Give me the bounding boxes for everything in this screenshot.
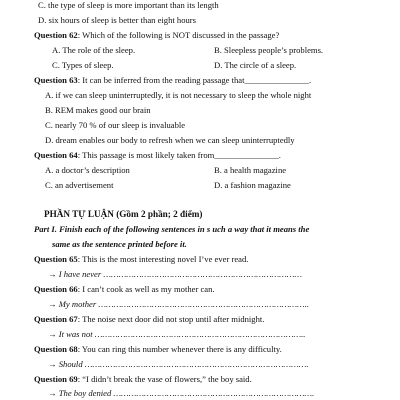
question-62	[34, 31, 279, 40]
question-label: Question 63	[34, 75, 78, 85]
q62-option-d: D. The circle of a sleep.	[214, 60, 297, 70]
q64-option-d: D. a fashion magazine	[214, 180, 291, 190]
question-63	[34, 76, 311, 85]
question-label: Question 65	[34, 254, 78, 264]
q61-option-c: C. the type of sleep is more important than its length	[38, 0, 219, 10]
question-stem: : This is the most interesting novel I’ve ever read.	[77, 254, 249, 264]
question-label: Question 69	[34, 374, 78, 384]
question-67	[34, 315, 264, 324]
q64-option-a: A. a doctor’s description	[45, 165, 130, 175]
q64-option-c: C. an advertisement	[45, 180, 114, 190]
question-64	[34, 151, 281, 160]
question-stem: : This passage is most likely taken from_______________.	[77, 150, 281, 160]
q61-option-d: D. six hours of sleep is better than eight hours	[38, 15, 197, 25]
q64-option-b: B. a health magazine	[214, 165, 287, 175]
question-label: Question 62	[34, 30, 78, 40]
q62-option-b: B. Sleepless people’s problems.	[214, 45, 324, 55]
q63-option-d: D. dream enables our body to refresh when we can sleep uninterruptedly	[45, 135, 295, 145]
question-66	[34, 285, 215, 294]
question-stem: : It can be inferred from the reading passage that_______________.	[77, 75, 312, 85]
question-label: Question 67	[34, 314, 78, 324]
question-65	[34, 255, 248, 264]
question-label: Question 64	[34, 150, 78, 160]
q62-option-a: A. The role of the sleep.	[52, 45, 136, 55]
question-stem: : Which of the following is NOT discussed in the passage?	[77, 30, 280, 40]
section-title: PHẦN TỰ LUẬN (Gồm 2 phần; 2 điểm)	[44, 209, 203, 219]
q67-answer-line: → It was not ………………………………………………………………………..	[48, 329, 306, 339]
question-69	[34, 375, 252, 384]
q63-option-a: A. if we can sleep uninterruptedly, it is not necessary to sleep the whole night	[45, 90, 312, 100]
q68-answer-line: → Should …………………………………………………………………………….	[48, 359, 309, 369]
question-stem: : The noise next door did not stop until after midnight.	[77, 314, 265, 324]
question-stem: : You can ring this number whenever there is any difficulty.	[77, 344, 282, 354]
q66-answer-line: → My mother ………………………………………………………………………..	[48, 299, 309, 309]
q63-option-b: B. REM makes good our brain	[45, 105, 151, 115]
question-stem: : “I didn’t break the vase of flowers,” the boy said.	[77, 374, 252, 384]
question-stem: : I can’t cook as well as my mother can.	[77, 284, 215, 294]
question-label: Question 68	[34, 344, 78, 354]
question-68	[34, 345, 282, 354]
q65-answer-line: → I have never ……………………………………………………………………	[48, 269, 303, 279]
q62-option-c: C. Types of sleep.	[52, 60, 114, 70]
question-label: Question 66	[34, 284, 78, 294]
part-1-instruction-line-2: same as the sentence printed before it.	[52, 239, 187, 249]
q69-answer-line: → The boy denied …………………………………………………………………….	[48, 388, 315, 398]
q63-option-c: C. nearly 70 % of our sleep is invaluable	[45, 120, 186, 130]
part-1-instruction-line-1: Part I. Finish each of the following sentences in s uch a way that it means the	[34, 224, 310, 234]
